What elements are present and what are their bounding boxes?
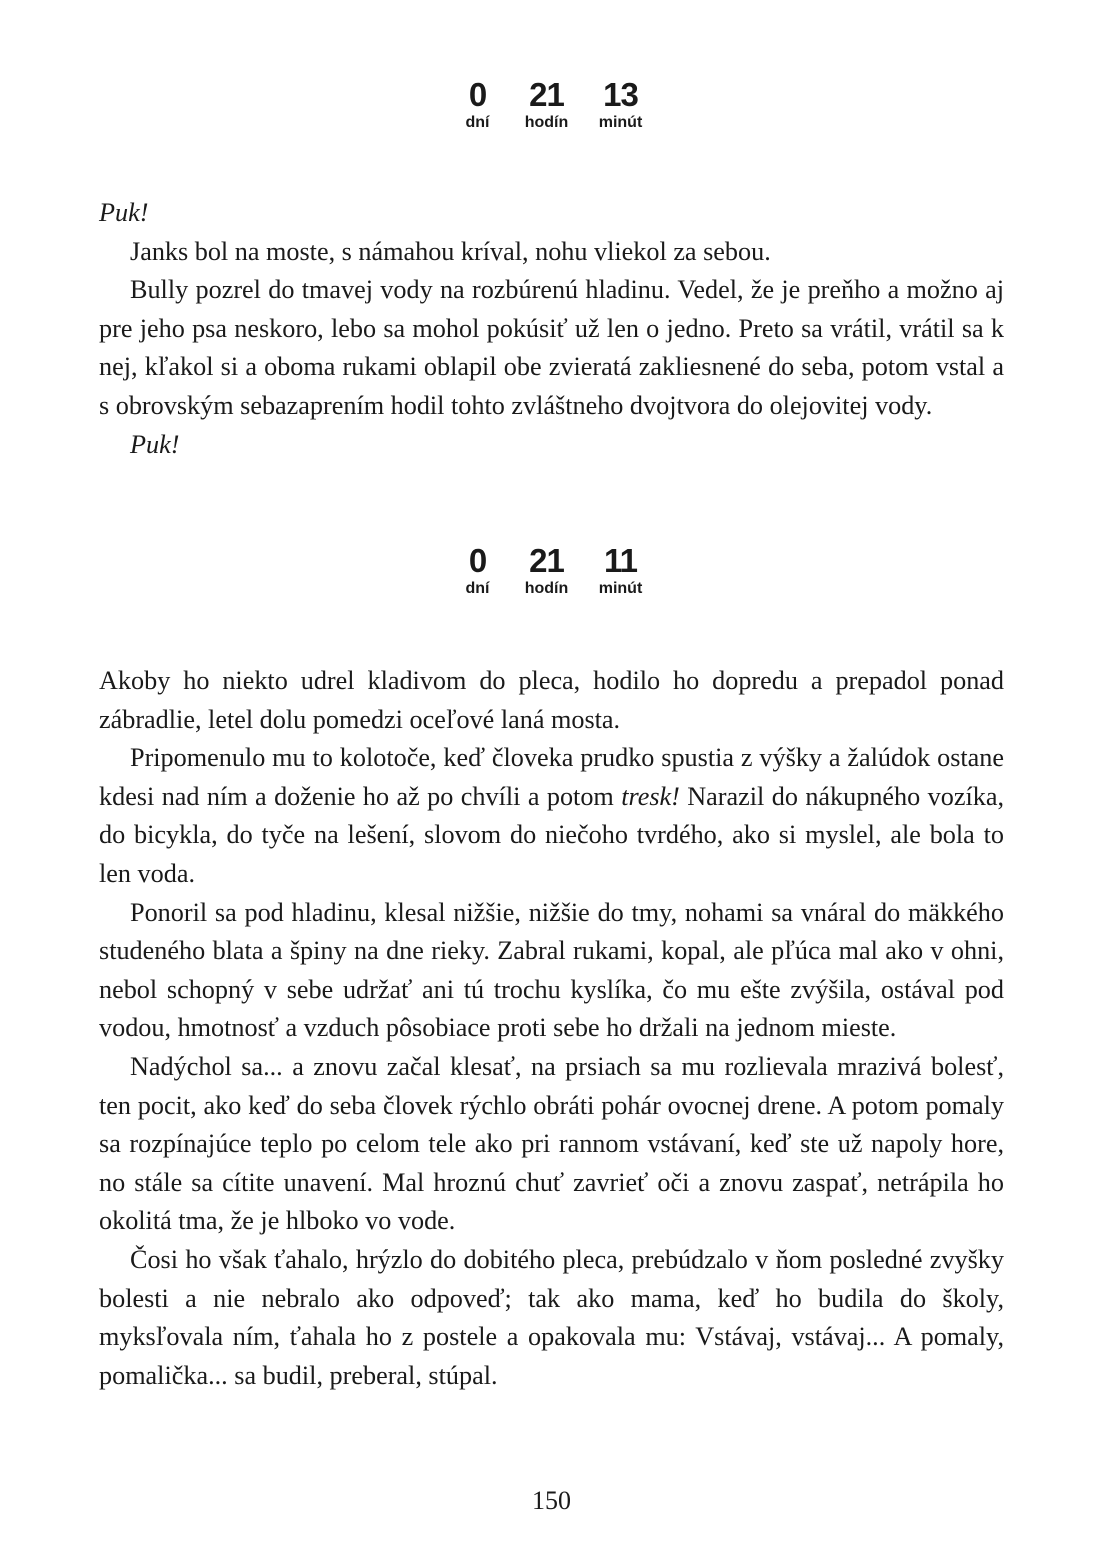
paragraph <box>99 739 1004 893</box>
paragraph: Ponoril sa pod hladinu, klesal nižšie, nižšie do tmy, nohami sa vnáral do mäkkého studeného blata a špiny na dne rieky. Zabral rukami, kopal, ale pľúca mal ako v ohni, nebol schopný v sebe udržať ani tú trochu kyslíka, čo mu ešte zvýšila, ostával pod vodou, hmotnosť a vzduch pôsobiace proti sebe ho držali na jednom mieste. <box>99 897 1004 1043</box>
paragraph: Bully pozrel do tmavej vody na rozbúrenú hladinu. Vedel, že je preňho a možno aj pre jeho psa neskoro, lebo sa mohol pokúsiť už len o jedno. Preto sa vrátil, vrátil sa k nej, kľakol si a oboma rukami oblapil obe zvieratá zakliesnené do seba, potom vstal a s obrovským sebazaprením hodil tohto zvláštneho dvojtvora do olejovitej vody. <box>99 275 1004 420</box>
minutes-label: minút <box>598 114 643 131</box>
paragraph: Akoby ho niekto udrel kladivom do pleca, hodilo ho dopredu a prepadol ponad zábradlie, letel dolu pomedzi oceľové laná mosta. <box>99 666 1004 734</box>
paragraph-text: Narazil do nákupného vozíka, do bicykla, do tyče na lešení, slovom do niečoho tvrdého, ako si myslel, ale bola to len voda. <box>99 781 1004 888</box>
days-value: 0 <box>468 76 487 113</box>
puk-exclamation: Puk! <box>130 429 180 459</box>
countdown-days <box>455 542 501 598</box>
puk-exclamation: Puk! <box>99 198 149 227</box>
hours-value: 21 <box>529 542 564 579</box>
days-value: 0 <box>468 542 487 579</box>
page-number: 150 <box>532 1486 571 1515</box>
paragraph: Nadýchol sa... a znovu začal klesať, na prsiach sa mu rozlievala mrazivá bolesť, ten pocit, ako keď do seba človek rýchlo obráti pohár ovocnej drene. A potom pomaly sa rozpínajúce teplo po celom tele ako pri rannom vstávaní, keď ste už napoly hore, no stále sa cítite unavení. Mal hroznú chuť zavrieť oči a znovu zaspať, netrápila ho okolitá tma, že je hlboko vo vode. <box>99 1051 1004 1236</box>
hours-value: 21 <box>529 76 564 113</box>
section-1 <box>99 194 1004 464</box>
section-2 <box>99 662 1004 1395</box>
minutes-value: 13 <box>603 76 638 113</box>
countdown-1 <box>0 76 1103 132</box>
paragraph <box>99 194 1004 233</box>
paragraph: Janks bol na moste, s námahou kríval, nohu vliekol za sebou. <box>130 236 771 266</box>
countdown-days <box>455 76 501 132</box>
minutes-label: minút <box>598 580 643 597</box>
paragraph <box>99 426 1004 465</box>
countdown-minutes <box>593 76 649 132</box>
paragraph-text: Pripomenulo mu to kolotoče, keď človeka prudko spustia z výšky a žalúdok ostane kdesi nad ním a doženie ho až po chvíli a potom <box>99 743 1004 811</box>
paragraph: Čosi ho však ťahalo, hrýzlo do dobitého pleca, prebúdzalo v ňom posledné zvyšky bolesti a nie nebralo ako odpoveď; tak ako mama, keď ho budila do školy, myksľovala ním, ťahala ho z postele a opakovala mu: Vstávaj, vstávaj... A pomaly, pomalička... sa budil, preberal, stúpal. <box>99 1244 1004 1390</box>
hours-label: hodín <box>524 580 569 597</box>
minutes-value: 11 <box>604 542 637 579</box>
emphasis-tresk: tresk! <box>621 781 680 811</box>
countdown-hours <box>519 542 575 598</box>
hours-label: hodín <box>524 114 569 131</box>
days-label: dní <box>465 580 490 597</box>
days-label: dní <box>465 114 490 131</box>
countdown-2 <box>0 542 1103 598</box>
countdown-hours <box>519 76 575 132</box>
countdown-minutes <box>593 542 649 598</box>
